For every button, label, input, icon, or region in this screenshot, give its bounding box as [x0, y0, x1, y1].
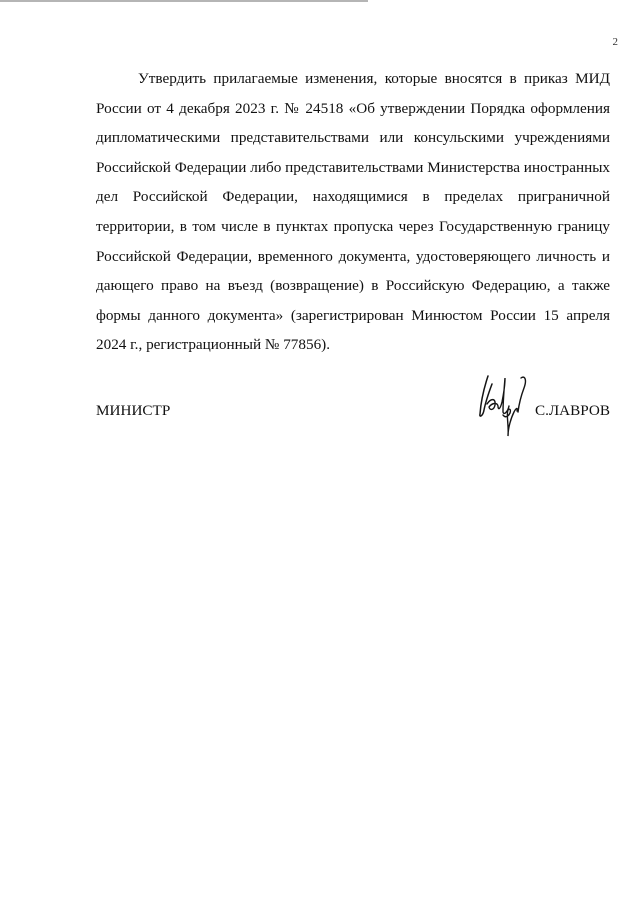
- page-number: 2: [612, 36, 618, 48]
- handwritten-signature-icon: [470, 370, 532, 442]
- signer-name: С.ЛАВРОВ: [534, 402, 610, 419]
- signature-block: [96, 370, 610, 450]
- signer-title: МИНИСТР: [96, 402, 171, 419]
- scan-edge-line: [0, 0, 368, 2]
- order-paragraph: Утвердить прилагаемые изменения, которые вносятся в приказ МИД России от 4 декабря 2023 г. № 24518 «Об утверждении Порядка оформления дипломатическими представительствами или консульскими учреждениями Российской Федерации либо представительствами Министерства иностранных дел Российской Федерации, находящимися в пределах приграничной территории, в том числе в пунктах пропуска через Государственную границу Российской Федерации, временного документа, удостоверяющего личность и дающего право на въезд (возвращение) в Российскую Федерацию, а также формы данного документа» (зарегистрирован Минюстом России 15 апреля 2024 г., регистрационный № 77856).: [96, 70, 610, 354]
